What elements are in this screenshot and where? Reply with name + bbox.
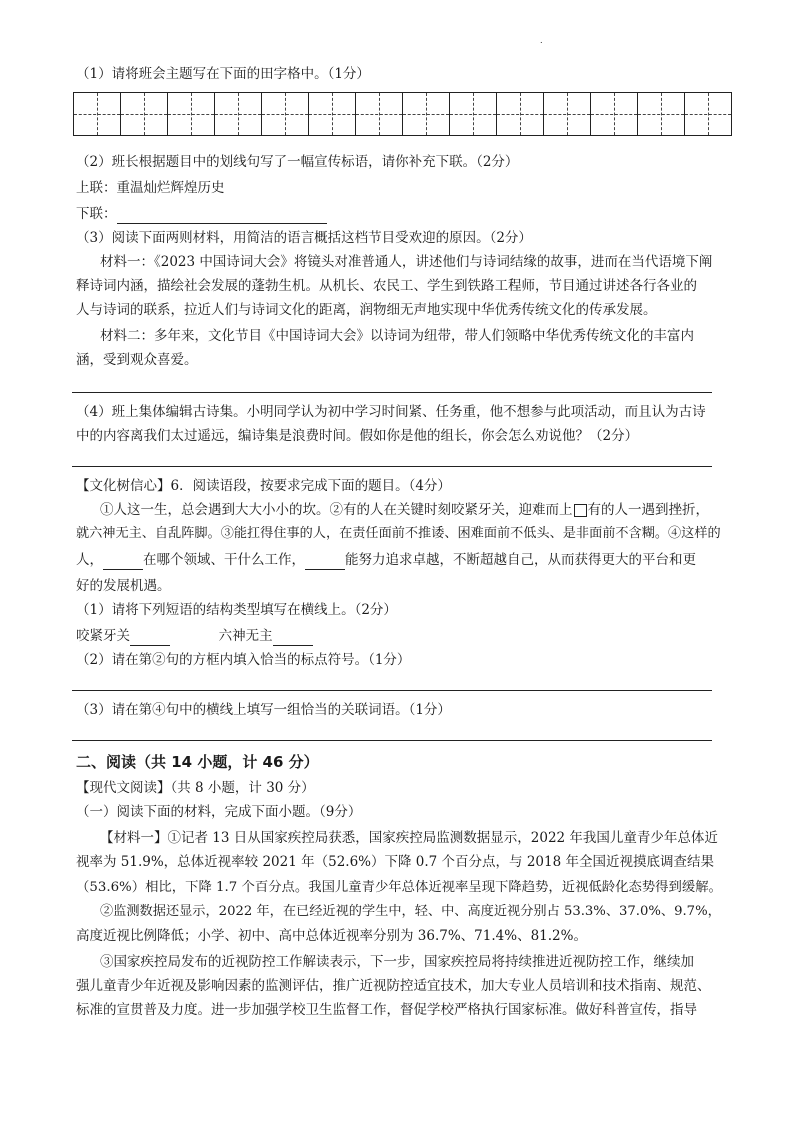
stray-dot: . (540, 36, 543, 45)
q5-4-line: （4）班上集体编辑古诗集。小明同学认为初中学习时间紧、任务重，他不想参与此项活动，而且认为古诗 (76, 404, 706, 420)
tianzige-grid[interactable] (73, 92, 731, 136)
q6-passage-line4: 好的发展机遇。 (76, 578, 171, 594)
q6-passage-line1 (100, 500, 709, 520)
connective-blank-2[interactable] (305, 555, 345, 570)
grid-cell[interactable] (214, 92, 262, 136)
grid-cell[interactable] (684, 92, 732, 136)
grid-cell[interactable] (167, 92, 215, 136)
material2-line: 材料二：多年来，文化节目《中国诗词大会》以诗词为纽带，带人们领略中华优秀传统文化的丰富内 (100, 328, 694, 344)
answer-line[interactable] (72, 690, 712, 691)
answer-line[interactable] (72, 466, 712, 467)
reading-p3-line: 标准的宣贯普及力度。进一步加强学校卫生监督工作，督促学校严格执行国家标准。做好科普宣传，指导 (76, 1002, 697, 1018)
q6-passage-text: 能努力追求卓越，不断超越自己，从而获得更大的平台和更 (345, 552, 696, 568)
section-2-heading: 二、阅读（共 14 小题，计 46 分） (76, 753, 319, 771)
q6-passage-text: 人， (76, 552, 103, 568)
q6-2: （2）请在第②句的方框内填入恰当的标点符号。（1分） (76, 652, 411, 668)
grid-cell[interactable] (543, 92, 591, 136)
grid-cell[interactable] (590, 92, 638, 136)
reading-p3-line: ③国家疾控局发布的近视防控工作解读表示，下一步，国家疾控局将持续推进近视防控工作，继续加 (100, 954, 694, 970)
grid-cell[interactable] (637, 92, 685, 136)
q6-title: 【文化树信心】6．阅读语段，按要求完成下面的题目。（4分） (76, 478, 451, 494)
phrase-1: 咬紧牙关 (76, 628, 130, 644)
phrases-row (76, 626, 313, 646)
lower-couplet (76, 204, 327, 224)
grid-cell[interactable] (496, 92, 544, 136)
reading-m1-line: （53.6%）相比，下降 1.7 个百分点。我国儿童青少年总体近视率呈现下降趋势，近视低龄化态势得到缓解。 (76, 880, 722, 895)
q6-passage-text: ①人这一生，总会遇到大大小小的坎。②有的人在关键时刻咬紧牙关，迎难而上 (100, 502, 573, 518)
q5-4-line: 中的内容离我们太过遥远，编诗集是浪费时间。假如你是他的组长，你会怎么劝说他？（2分） (76, 428, 639, 444)
q6-passage-text: 在哪个领域、干什么工作， (143, 552, 305, 568)
grid-cell[interactable] (120, 92, 168, 136)
punctuation-box[interactable] (574, 504, 587, 517)
answer-line[interactable] (72, 740, 712, 741)
grid-cell[interactable] (449, 92, 497, 136)
grid-cell[interactable] (73, 92, 121, 136)
q6-3: （3）请在第④句中的横线上填写一组恰当的关联词语。（1分） (76, 702, 451, 718)
reading-p3-line: 强儿童青少年近视及影响因素的监测评估，推广近视防控适宜技术，加大专业人员培训和技术指南、规范、 (76, 978, 711, 994)
q6-passage-line3 (76, 550, 696, 570)
answer-line[interactable] (72, 392, 712, 393)
reading-p2-line: 高度近视比例降低；小学、初中、高中总体近视率分别为 36.7%、71.4%、81.2%。 (76, 928, 587, 944)
q6-passage-line2: 就六神无主、自乱阵脚。③能扛得住事的人，在责任面前不推诿、困难面前不低头、是非面前不含糊。④这样的 (76, 526, 721, 541)
phrase-2-blank[interactable] (273, 631, 313, 646)
material1-line: 释诗词内涵，描绘社会发展的蓬勃生机。从机长、农民工、学生到铁路工程师，节目通过讲述各行各业的 (76, 278, 697, 294)
phrase-1-blank[interactable] (130, 631, 170, 646)
q5-1: （1）请将班会主题写在下面的田字格中。（1分） (76, 66, 370, 82)
q5-2: （2）班长根据题目中的划线句写了一幅宣传标语，请你补充下联。（2分） (76, 154, 519, 170)
upper-couplet: 上联：重温灿烂辉煌历史 (76, 180, 225, 196)
grid-cell[interactable] (355, 92, 403, 136)
grid-cell[interactable] (261, 92, 309, 136)
q5-3: （3）阅读下面两则材料，用简洁的语言概括这档节目受欢迎的原因。（2分） (76, 230, 532, 246)
reading-m1-line: 视率为 51.9%，总体近视率较 2021 年（52.6%）下降 0.7 个百分点，与 2018 年全国近视摸底调查结果 (76, 854, 714, 870)
modern-reading-heading: 【现代文阅读】（共 8 小题，计 30 分） (76, 780, 315, 796)
connective-blank-1[interactable] (103, 555, 143, 570)
q6-1: （1）请将下列短语的结构类型填写在横线上。（2分） (76, 602, 397, 618)
lower-couplet-label: 下联： (76, 206, 117, 222)
reading-p2-line: ②监测数据还显示，2022 年，在已经近视的学生中，轻、中、高度近视分别占 53.3%、37.0%、9.7%， (100, 904, 721, 919)
lower-couplet-blank[interactable] (117, 209, 327, 224)
material1-line: 材料一：《2023 中国诗词大会》将镜头对准普通人，讲述他们与诗词结缘的故事，进而在当代语境下阐 (100, 254, 713, 270)
material2-line: 涵，受到观众喜爱。 (76, 352, 198, 368)
material1-line: 人与诗词的联系，拉近人们与诗词文化的距离，润物细无声地实现中华优秀传统文化的传承发展。 (76, 302, 657, 318)
phrase-2: 六神无主 (218, 628, 273, 644)
q6-passage-text: 有的人一遇到挫折， (587, 502, 709, 518)
reading-m1-line: 【材料一】①记者 13 日从国家疾控局获悉，国家疾控局监测数据显示，2022 年我国儿童青少年总体近 (100, 830, 718, 846)
part-1-heading: （一）阅读下面的材料，完成下面小题。（9分） (76, 804, 362, 820)
grid-cell[interactable] (308, 92, 356, 136)
grid-cell[interactable] (402, 92, 450, 136)
